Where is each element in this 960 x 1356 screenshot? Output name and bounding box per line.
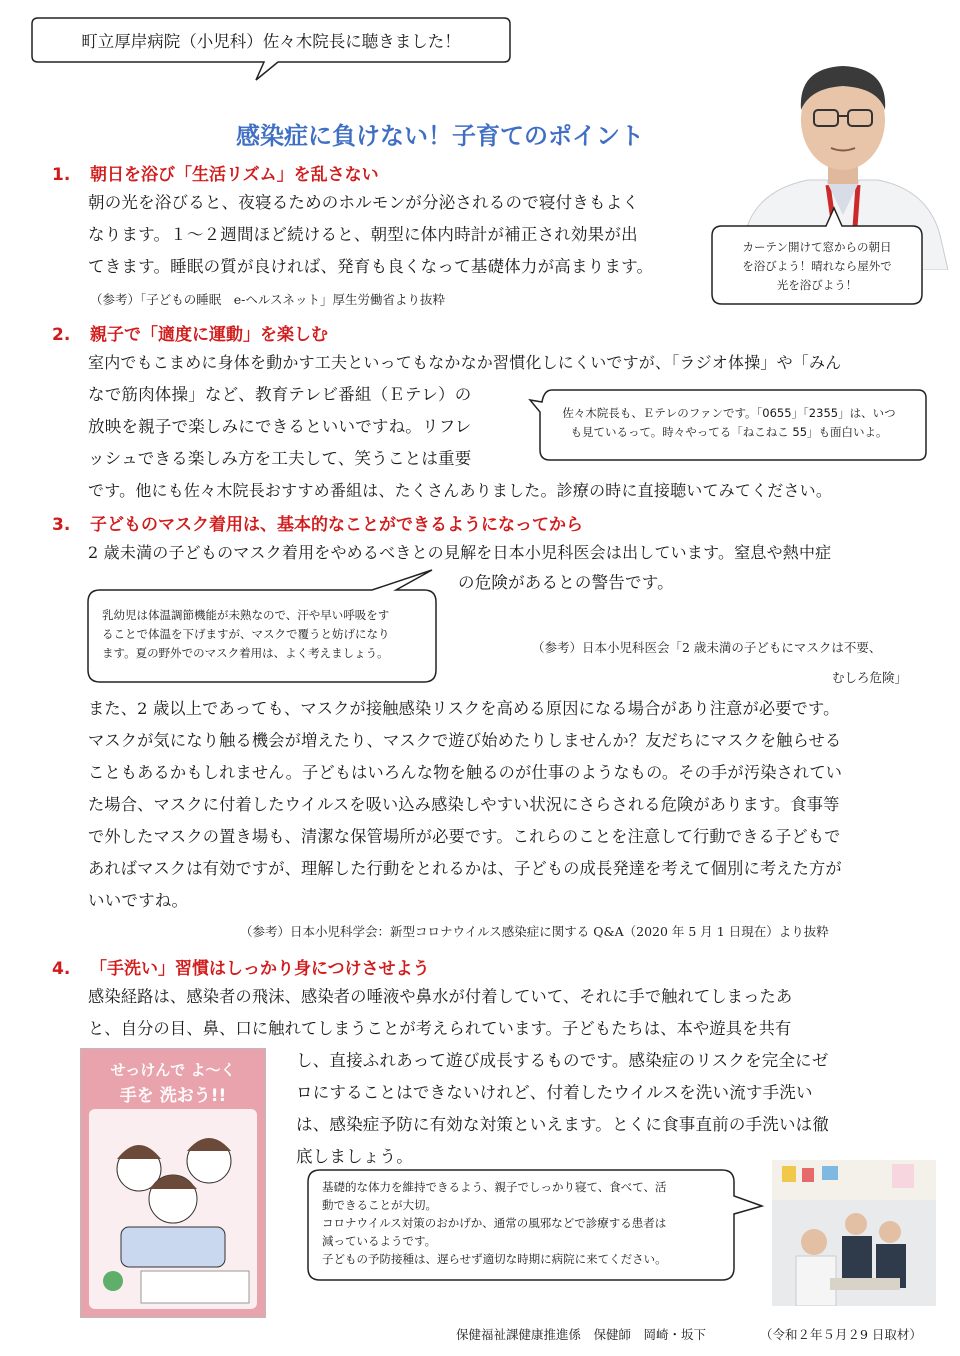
- header-bubble: [28, 14, 514, 66]
- section1-reference: （参考）「子どもの睡眠 e-ヘルスネット」厚生労働省より抜粋: [90, 292, 445, 307]
- doctor-bubble-line: カーテン開けて窓からの朝日: [742, 240, 892, 254]
- section3-body-line: マスクが気になり触る機会が増えたり、マスクで遊び始めたりしませんか？友だちにマスクを触らせる: [88, 731, 842, 750]
- header-bubble-text: 町立厚岸病院（小児科）佐々木院長に聴きました！: [81, 32, 461, 51]
- section4-title: 「手洗い」習慣はしっかり身につけさせよう: [90, 959, 430, 979]
- section3-intro-line: の危険があるとの警告です。: [458, 573, 674, 592]
- doctor-bubble-line: 光を浴びよう！: [776, 278, 858, 292]
- infant-mask-bubble-line: ます。夏の野外でのマスク着用は、よく考えましょう。: [102, 646, 389, 660]
- footer-date: （令和２年５月２9 日取材）: [760, 1327, 922, 1342]
- checkup-bubble-line: 減っているようです。: [322, 1234, 437, 1248]
- etele-bubble-line: も見ているって。時々やってる「ねこねこ 55」も面白いよ。: [570, 425, 888, 439]
- section3-reference2: （参考）日本小児科学会：新型コロナウイルス感染症に関する Q&A（2020 年 5 月 1 日現在）より抜粋: [240, 924, 829, 939]
- section2-line: なで筋肉体操」など、教育テレビ番組（Ｅテレ）の: [88, 385, 472, 404]
- infant-mask-bubble-line: ることで体温を下げますが、マスクで覆うと妨げになり: [102, 627, 390, 641]
- section4-line: は、感染症予防に有効な対策といえます。とくに食事直前の手洗いは徹: [296, 1115, 830, 1134]
- section1-title: 朝日を浴び「生活リズム」を乱さない: [90, 165, 379, 185]
- section2-line: ッシュできる楽しみ方を工夫して、笑うことは重要: [88, 449, 472, 468]
- checkup-bubble-line: コロナウイルス対策のおかげか、通常の風邪などで診療する患者は: [322, 1216, 667, 1230]
- section4-heading: [52, 954, 430, 979]
- section3-reference-line: むしろ危険」: [832, 670, 908, 685]
- clinic-photo: [772, 1160, 936, 1306]
- section1-line: なります。１～２週間ほど続けると、朝型に体内時計が補正され効果が出: [88, 225, 638, 244]
- section4-number: 4.: [52, 959, 71, 979]
- section1-line: てきます。睡眠の質が良ければ、発育も良くなって基礎体力が高まります。: [88, 257, 654, 276]
- checkup-bubble-line: 基礎的な体力を維持できるよう、親子でしっかり寝て、食べて、活: [322, 1180, 667, 1194]
- section2-line: 室内でもこまめに身体を動かす工夫といってもなかなか習慣化しにくいですが、「ラジオ体操」や「みん: [88, 353, 842, 372]
- section3-reference-line: （参考）日本小児科医会「2 歳未満の子どもにマスクは不要、: [532, 640, 882, 655]
- section4-line: し、直接ふれあって遊び成長するものです。感染症のリスクを完全にゼ: [296, 1051, 829, 1070]
- section4-line: ロにすることはできないけれど、付着したウイルスを洗い流す手洗い: [296, 1083, 813, 1102]
- infant-mask-bubble: [84, 566, 442, 686]
- doctor-bubble: [708, 204, 926, 308]
- section2-number: 2.: [52, 325, 71, 345]
- section4-line: 感染経路は、感染者の飛沫、感染者の唾液や鼻水が付着していて、それに手で触れてしまったあ: [88, 987, 793, 1006]
- section2-heading: [52, 320, 328, 345]
- section1-line: 朝の光を浴びると、夜寝るためのホルモンが分泌されるので寝付きもよく: [88, 193, 640, 212]
- section3-body-line: た場合、マスクに付着したウイルスを吸い込み感染しやすい状況にさらされる危険があります。食事等: [88, 795, 840, 814]
- section3-title: 子どものマスク着用は、基本的なことができるようになってから: [90, 515, 583, 535]
- header-bubble-shape: [28, 14, 514, 94]
- section2-line: 放映を親子で楽しみにできるといいですね。リフレ: [88, 417, 472, 436]
- checkup-bubble-line: 子どもの予防接種は、遅らせず適切な時期に病院に来てください。: [322, 1252, 667, 1266]
- section3-body-line: あればマスクは有効ですが、理解した行動をとれるかは、子どもの成長発達を考えて個別に考えた方が: [88, 859, 842, 878]
- section3-body-line: いいですね。: [88, 891, 189, 910]
- checkup-bubble: [304, 1166, 766, 1286]
- section2-title: 親子で「適度に運動」を楽しむ: [90, 325, 328, 345]
- doctor-bubble-line: を浴びよう！晴れなら屋外で: [742, 259, 892, 273]
- section1-heading: [52, 160, 379, 185]
- section1-number: 1.: [52, 165, 71, 185]
- poster-title-line: 手を 洗おう!!: [119, 1086, 227, 1106]
- section3-body-line: こともあるかもしれません。子どもはいろんな物を触るのが仕事のようなもの。その手が汚染されてい: [88, 763, 843, 782]
- section3-intro-line: 2 歳未満の子どものマスク着用をやめるべきとの見解を日本小児科医会は出しています。窒息や熱中症: [88, 543, 832, 562]
- section2-line: です。他にも佐々木院長おすすめ番組は、たくさんありました。診療の時に直接聴いてみてください。: [88, 481, 833, 500]
- footer-department: 保健福祉課健康推進係 保健師 岡崎・坂下: [456, 1327, 707, 1342]
- section3-body-line: で外したマスクの置き場も、清潔な保管場所が必要です。これらのことを注意して行動できる子どもで: [88, 827, 841, 846]
- handwashing-poster: [80, 1048, 266, 1318]
- section3-heading: [52, 510, 583, 535]
- etele-bubble-line: 佐々木院長も、Ｅテレのファンです。「0655」「2355」は、いつ: [562, 406, 896, 420]
- poster-title-line: せっけんで よ～く: [110, 1061, 236, 1079]
- section3-body-line: また、2 歳以上であっても、マスクが接触感染リスクを高める原因になる場合があり注意が必要です。: [88, 699, 840, 718]
- page-title: 感染症に負けない！子育てのポイント: [236, 122, 644, 150]
- etele-bubble: [528, 386, 930, 466]
- section4-line: と、自分の目、鼻、口に触れてしまうことが考えられています。子どもたちは、本や遊具を共有: [88, 1019, 792, 1038]
- checkup-bubble-line: 動できることが大切。: [322, 1198, 437, 1212]
- clinic-photo-image: [772, 1160, 936, 1306]
- infant-mask-bubble-line: 乳幼児は体温調節機能が未熟なので、汗や早い呼吸をす: [102, 608, 390, 622]
- section4-line: 底しましょう。: [296, 1147, 413, 1166]
- section3-number: 3.: [52, 515, 71, 535]
